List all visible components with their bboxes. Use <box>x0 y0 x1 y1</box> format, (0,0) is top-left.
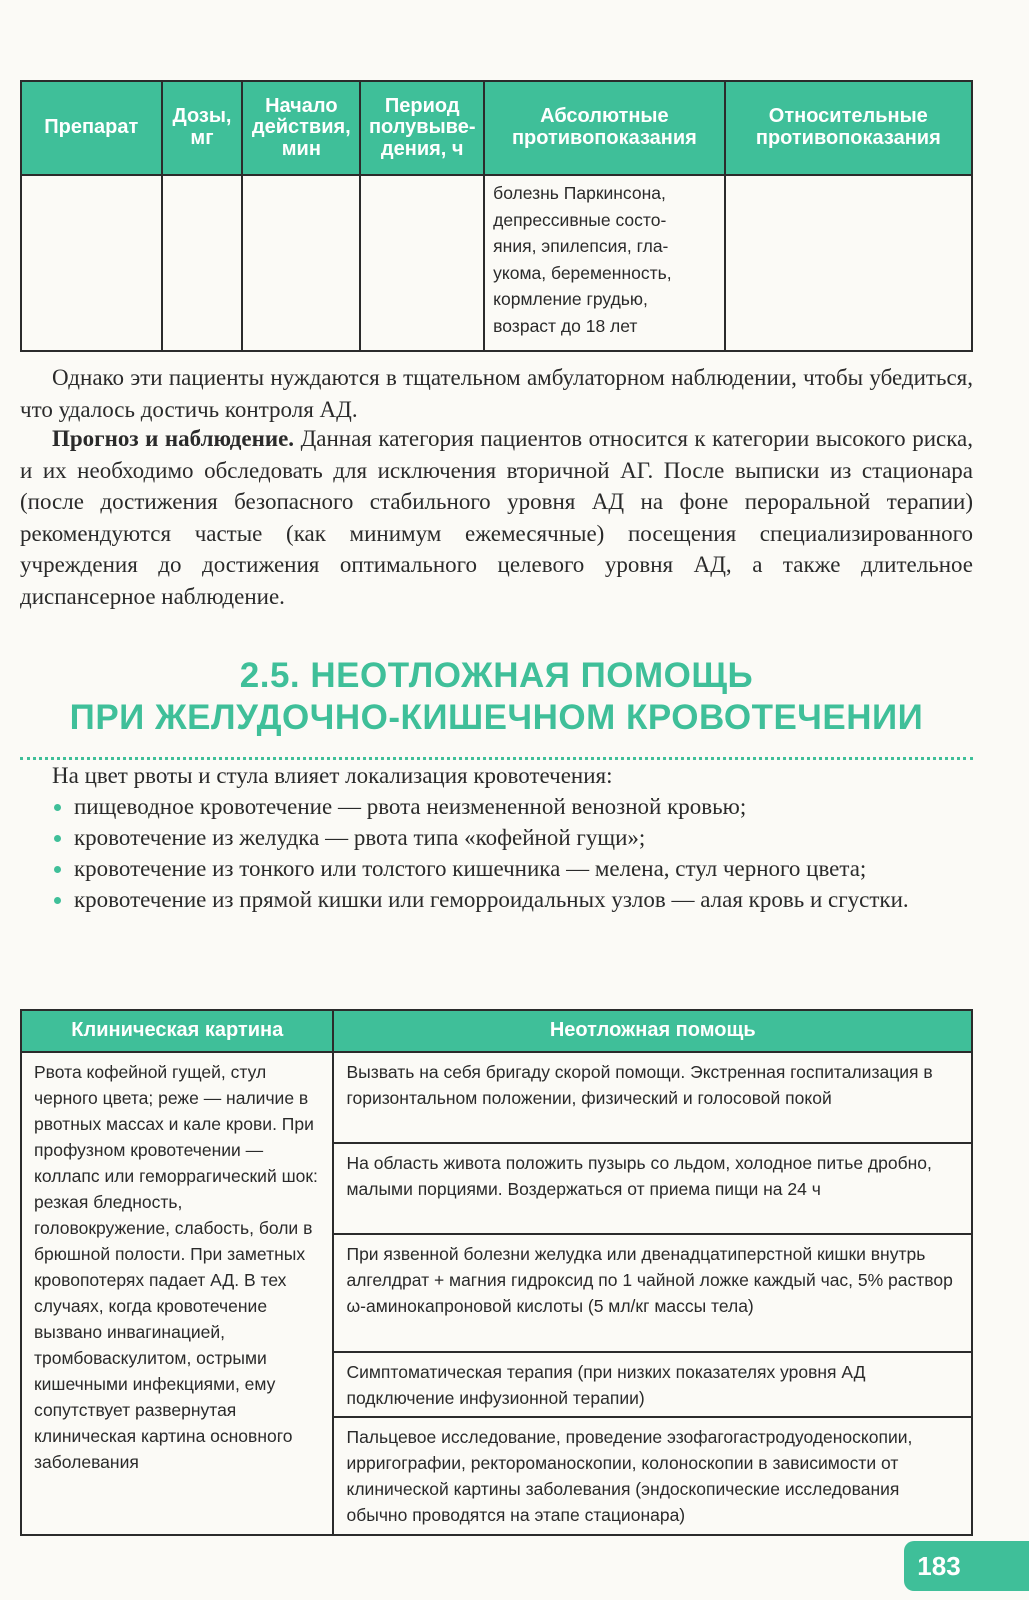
col-header-drug: Препарат <box>21 81 162 175</box>
list-item: пищеводное кровотечение — рвота неизмененной венозной кровью; <box>52 791 973 822</box>
table-cell-absolute-contraindications: болезнь Паркинсона, депрессивные состо- яния, эпилепсия, гла- укома, беременность, кормление грудью, возраст до 18 лет <box>484 175 724 351</box>
table-cell <box>725 175 972 351</box>
bullet-icon <box>54 866 61 873</box>
paragraph-lead: Прогноз и наблюдение. <box>52 426 295 451</box>
emergency-action-cell: На область живота положить пузырь со льдом, холодное питье дробно, малыми порциями. Воздержаться от приема пищи на 24 ч <box>333 1143 972 1234</box>
col-header-relative-contraindications: Относительные противопоказания <box>725 81 972 175</box>
page-number: 183 <box>917 1551 961 1581</box>
table-row <box>21 175 972 351</box>
list-item: кровотечение из тонкого или толстого кишечника — мелена, стул черного цвета; <box>52 853 973 884</box>
intro-text: На цвет рвоты и стула влияет локализация кровотечения: <box>52 763 613 788</box>
emergency-action-cell: Пальцевое исследование, проведение эзофагогастродуоденоскопии, ирригографии, ректороманоскопии, колоноскопии в зависимости от клинической картины заболевания (эндоскопические исследования обычно проводятся на этапе стационара) <box>333 1417 972 1535</box>
col-header-half-life: Период полувыве- дения, ч <box>360 81 484 175</box>
bleeding-location-list <box>52 791 973 915</box>
col-header-emergency-care: Неотложная помощь <box>333 1010 972 1052</box>
table-row <box>21 1052 972 1143</box>
col-header-clinical-picture: Клиническая картина <box>21 1010 333 1052</box>
section-title <box>20 655 973 739</box>
table-cell <box>242 175 360 351</box>
section-title-line-1: 2.5. НЕОТЛОЖНАЯ ПОМОЩЬ <box>239 656 754 695</box>
list-item: кровотечение из желудка — рвота типа «кофейной гущи»; <box>52 822 973 853</box>
drug-table <box>20 80 973 352</box>
list-item: кровотечение из прямой кишки или геморроидальных узлов — алая кровь и сгустки. <box>52 884 973 915</box>
bullet-icon <box>54 897 61 904</box>
drug-table-header-row <box>21 81 972 175</box>
paragraph-prognosis <box>20 423 973 612</box>
table-cell <box>162 175 243 351</box>
col-header-onset: Начало действия, мин <box>242 81 360 175</box>
bullet-icon <box>54 804 61 811</box>
col-header-doses: Дозы, мг <box>162 81 243 175</box>
emergency-action-cell: Симптоматическая терапия (при низких показателях уровня АД подключение инфузионной терапии) <box>333 1352 972 1417</box>
emergency-action-cell: Вызвать на себя бригаду скорой помощи. Экстренная госпитализация в горизонтальном положении, физический и голосовой покой <box>333 1052 972 1143</box>
paragraph-follow-up: Однако эти пациенты нуждаются в тщательном амбулаторном наблюдении, чтобы убедиться, что удалось достичь контроля АД. <box>20 365 973 422</box>
table-cell <box>21 175 162 351</box>
clinical-picture-cell: Рвота кофейной гущей, стул черного цвета; реже — наличие в рвотных массах и кале крови. При профузном кровотечении — коллапс или геморрагический шок: резкая бледность, головокружение, слабость, боли в брюшной полости. При заметных кровопотерях падает АД. В тех случаях, когда кровотечение вызвано инвагинацией, тромбоваскулитом, острыми кишечными инфекциями, ему сопутствует развернутая клиническая картина основного заболевания <box>21 1052 333 1535</box>
emergency-table-header-row <box>21 1010 972 1052</box>
page-number-tab <box>904 1541 1029 1591</box>
emergency-care-table <box>20 1009 973 1536</box>
bullet-icon <box>54 835 61 842</box>
paragraph-text: Данная категория пациентов относится к категории высокого риска, и их необходимо обследовать для исключения вторичной АГ. После выписки из стационара (после достижения безопасного стабильного уровня АД на фоне пероральной терапии) рекомендуются частые (как минимум ежемесячные) посещения специализированного учреждения до достижения оптимального целевого уровня АД, а также длительное диспансерное наблюдение. <box>20 426 973 609</box>
table-cell <box>360 175 484 351</box>
col-header-absolute-contraindications: Абсолютные противопоказания <box>484 81 724 175</box>
emergency-action-cell: При язвенной болезни желудка или двенадцатиперстной кишки внутрь алгелдрат + магния гидроксид по 1 чайной ложке каждый час, 5% раствор ω-аминокапроновой кислоты (5 мл/кг массы тела) <box>333 1234 972 1352</box>
section-title-line-2: ПРИ ЖЕЛУДОЧНО-КИШЕЧНОМ КРОВОТЕЧЕНИИ <box>69 698 924 737</box>
